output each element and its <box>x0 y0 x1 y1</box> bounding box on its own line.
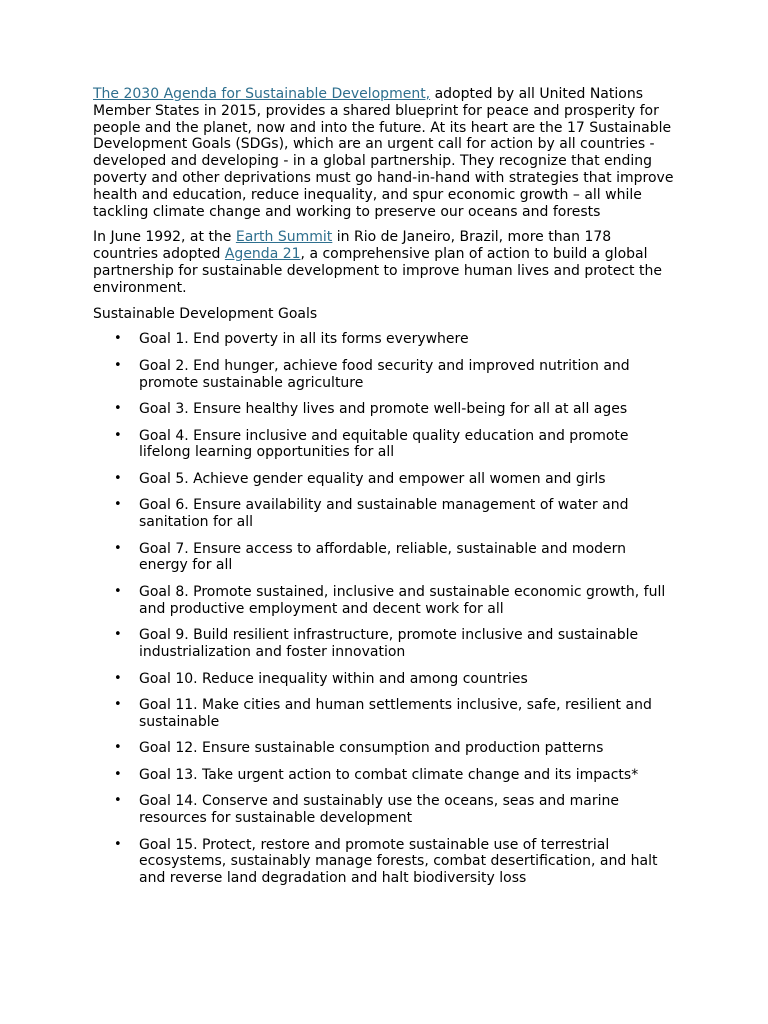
agenda-2030-link[interactable]: The 2030 Agenda for Sustainable Development, <box>93 86 431 102</box>
bullet-icon: • <box>114 696 122 712</box>
goal-text: Goal 9. Build resilient infrastructure, promote inclusive and sustainable industrialization and foster innovation <box>139 627 639 661</box>
summit-paragraph <box>93 229 678 296</box>
list-item <box>93 793 678 827</box>
goal-text: Goal 6. Ensure availability and sustainable management of water and sanitation for all <box>139 497 629 531</box>
list-item <box>93 837 678 887</box>
document-body <box>93 86 678 897</box>
bullet-icon: • <box>114 540 122 556</box>
list-item <box>93 627 678 661</box>
summit-text-2: in Rio de Janeiro, Brazil, more than 178 countries adopted <box>93 229 612 263</box>
summit-text-3: , a comprehensive plan of action to build a global partnership for sustainable development to improve human lives and protect the environment. <box>93 246 662 296</box>
agenda-21-link[interactable]: Agenda 21 <box>224 246 301 263</box>
goals-heading: Sustainable Development Goals <box>93 305 318 322</box>
goal-text: Goal 13. Take urgent action to combat climate change and its impacts* <box>139 766 639 783</box>
goal-text: Goal 4. Ensure inclusive and equitable quality education and promote lifelong learning opportunities for all <box>139 427 629 461</box>
bullet-icon: • <box>114 793 122 809</box>
goal-text: Goal 11. Make cities and human settlements inclusive, safe, resilient and sustainable <box>139 696 652 730</box>
summit-text-1: In June 1992, at the <box>93 229 236 246</box>
list-item <box>93 740 678 757</box>
list-item <box>93 671 678 688</box>
bullet-icon: • <box>114 670 122 686</box>
bullet-icon: • <box>114 401 122 417</box>
list-item <box>93 497 678 531</box>
goals-list <box>93 331 678 887</box>
list-item <box>93 428 678 462</box>
list-item <box>93 401 678 418</box>
bullet-icon: • <box>114 836 122 852</box>
goal-text: Goal 5. Achieve gender equality and empower all women and girls <box>139 470 606 487</box>
bullet-icon: • <box>114 627 122 643</box>
intro-text: adopted by all United Nations Member States in 2015, provides a shared blueprint for peace and prosperity for people and the planet, now and into the future. At its heart are the 17 Sustainable Development Goals (SDGs), which are an urgent call for action by all countries - developed and developing - in a global partnership. They recognize that ending poverty and other deprivations must go hand-in-hand with strategies that improve health and education, reduce inequality, and spur economic growth – all while tackling climate change and working to preserve our oceans and forests <box>93 86 674 220</box>
list-item <box>93 767 678 784</box>
list-item <box>93 331 678 348</box>
bullet-icon: • <box>114 470 122 486</box>
goal-text: Goal 7. Ensure access to affordable, reliable, sustainable and modern energy for all <box>139 540 627 574</box>
bullet-icon: • <box>114 740 122 756</box>
bullet-icon: • <box>114 357 122 373</box>
goal-text: Goal 2. End hunger, achieve food security and improved nutrition and promote sustainable agriculture <box>139 357 630 391</box>
list-item <box>93 697 678 731</box>
goal-text: Goal 14. Conserve and sustainably use the oceans, seas and marine resources for sustainable development <box>139 793 619 827</box>
intro-paragraph <box>93 86 678 220</box>
bullet-icon: • <box>114 427 122 443</box>
goal-text: Goal 8. Promote sustained, inclusive and sustainable economic growth, full and productive employment and decent work for all <box>139 583 666 617</box>
bullet-icon: • <box>114 497 122 513</box>
list-item <box>93 471 678 488</box>
goal-text: Goal 3. Ensure healthy lives and promote well-being for all at all ages <box>139 401 628 418</box>
goal-text: Goal 15. Protect, restore and promote sustainable use of terrestrial ecosystems, sustainably manage forests, combat desertification, and halt and reverse land degradation and halt biodiversity loss <box>139 836 658 887</box>
bullet-icon: • <box>114 583 122 599</box>
earth-summit-link[interactable]: Earth Summit <box>235 229 333 246</box>
list-item <box>93 541 678 575</box>
list-item <box>93 584 678 618</box>
goal-text: Goal 10. Reduce inequality within and among countries <box>139 670 528 687</box>
bullet-icon: • <box>114 331 122 347</box>
goal-text: Goal 1. End poverty in all its forms everywhere <box>139 331 469 348</box>
list-item <box>93 358 678 392</box>
bullet-icon: • <box>114 766 122 782</box>
goal-text: Goal 12. Ensure sustainable consumption and production patterns <box>139 740 604 757</box>
